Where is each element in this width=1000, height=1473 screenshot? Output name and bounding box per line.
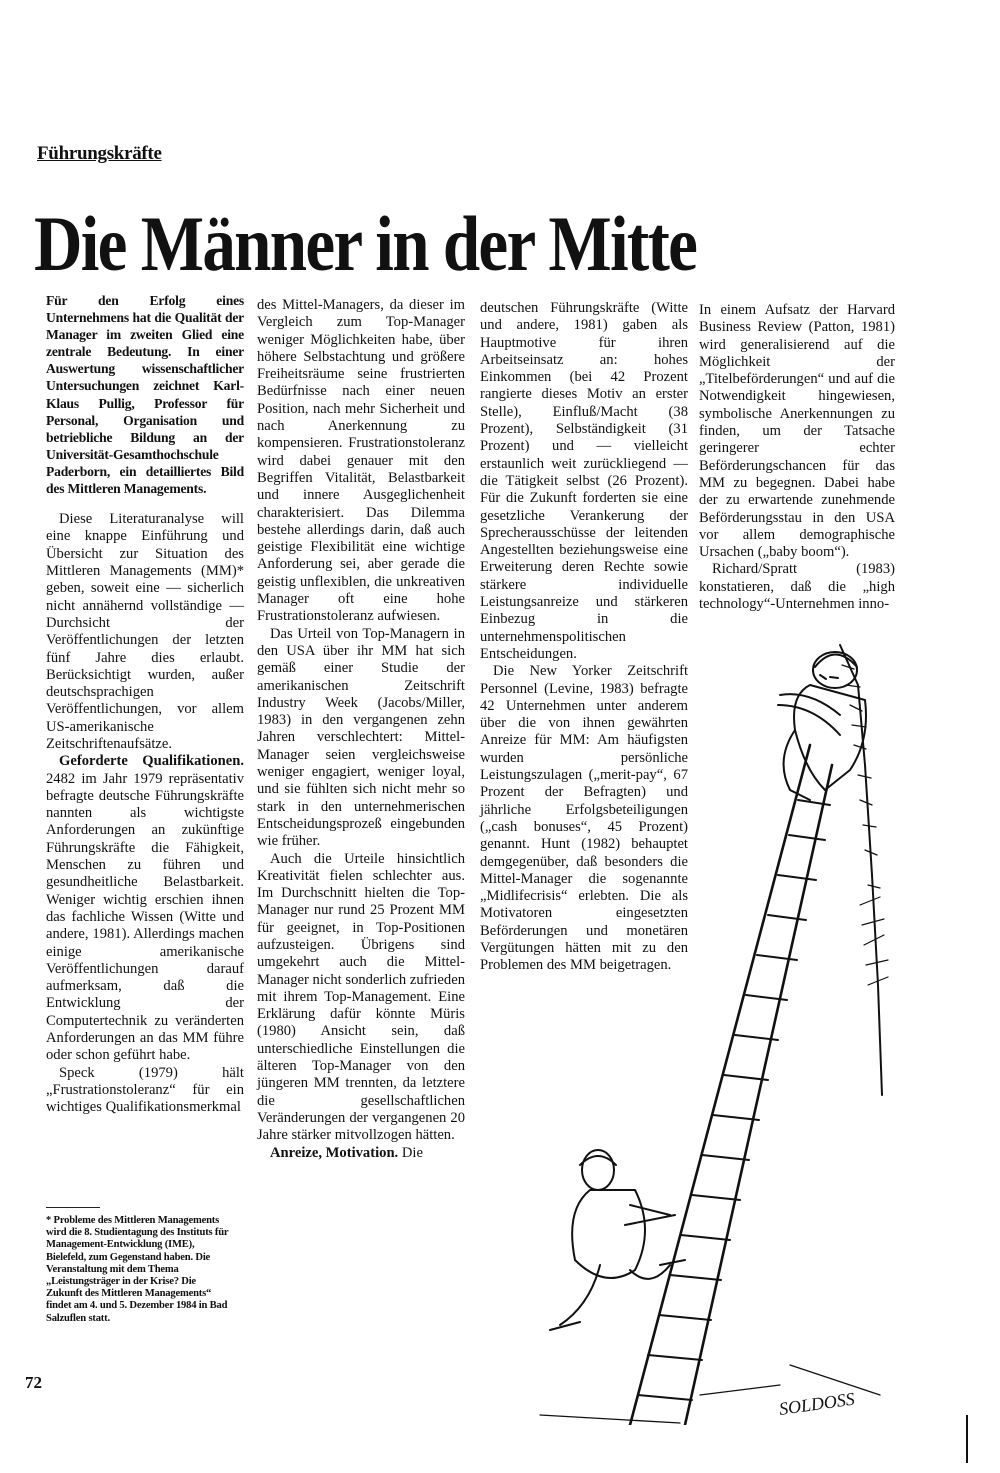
kicker: Führungskräfte [37,143,162,164]
footnote: * Probleme des Mittleren Managements wird die 8. Studientagung des Instituts für Management-Entwicklung (IME), Bielefeld, zum Gegenstand haben. Die Veranstaltung mit dem Thema „Leistungsträger in der Krise? Die Zukunft des Mittleren Managements“ findet am 4. und 5. Dezember 1984 in Bad Salzuflen statt. [46,1215,229,1324]
scan-edge-mark [966,1415,968,1463]
col2-paragraph-4 [257,1145,465,1162]
column-4 [699,302,895,613]
climbing-manager-icon [550,1150,685,1330]
lead-paragraph: Für den Erfolg eines Unternehmens hat die Qualität der Manager im zweiten Glied eine zentrale Bedeutung. In einer Auswertung wissenschaftlicher Untersuchungen zeichnet Karl-Klaus Pullig, Professor für Personal, Organisation und betriebliche Bildung an der Universität-Gesamthochschule Paderborn, ein detailliertes Bild des Mittleren Managements. [46,293,244,497]
ladder-icon [630,745,832,1425]
page-number: 72 [25,1373,42,1392]
col1-paragraph-2-text: 2482 im Jahr 1979 repräsentativ befragte deutsche Führungskräfte nannten als wichtigste Anforderungen an zukünftige Führungskräfte die Fähigkeit, Menschen zu führen und gesundheitliche Belastbarkeit. Weniger wichtig erschien ihnen das fachliche Wissen (Witte und andere, 1981). Allerdings machen einige amerikanische Veröffentlichungen darauf aufmerksam, daß die Entwicklung der Computertechnik zu veränderten Anforderungen an das MM führe oder schon geführt habe. [46,770,244,1064]
col4-paragraph-2: Richard/Spratt (1983) konstatieren, daß die „high technology“-Unternehmen inno- [699,561,895,613]
headline: Die Männer in der Mitte [34,200,697,287]
col2-paragraph-1: des Mittel-Managers, da dieser im Vergleich zum Top-Manager weniger Möglichkeiten habe, über höhere Selbstachtung und größere Freiheitsräume seine frustrierten Bedürfnisse nach einer neuen Position, nach mehr Sicherheit und nach Anerkennung zu kompensieren. Frustrationstoleranz wird dabei genauer mit den Begriffen Vitalität, Belastbarkeit und innere Ausgeglichenheit charakterisiert. Das Dilemma bestehe allerdings darin, daß auch geistige Flexibilität eine wichtige Anforderung sei, aber gerade die geistig unflexiblen, die unkreativen Manager oft eine hohe Frustrationstoleranz aufwiesen. [257,297,465,625]
subhead-qualifikationen: Geforderte Qualifikationen. [59,753,244,770]
column-2 [257,297,465,1162]
col1-paragraph-2 [46,753,244,1064]
col2-paragraph-3: Auch die Urteile hinsichtlich Kreativität fielen schlechter aus. Im Durchschnitt hielten die Top-Manager nur rund 25 Prozent MM für geeignet, in Top-Positionen aufzusteigen. Übrigens sind umgekehrt auch die Mittel-Manager nicht sonderlich zufrieden mit ihrem Top-Management. Eine Erklärung dafür könnte Müris (1980) Ansicht sein, daß unterschiedliche Einstellungen die älteren Top-Manager von den jüngeren MM trennten, da letztere die gesellschaftlichen Veränderungen der vergangenen 20 Jahre stärker mitvollzogen hätten. [257,850,465,1144]
col2-paragraph-2: Das Urteil von Top-Managern in den USA über ihr MM hat sich gemäß einer Studie der amerikanischen Zeitschrift Industry Week (Jacobs/Miller, 1983) in den vergangenen zehn Jahren verschlechtert: Mittel-Manager seien vergleichsweise weniger engagiert, weniger loyal, und sie fühlten sich nicht mehr so stark in den unternehmerischen Entscheidungsprozeß eingebunden wie früher. [257,625,465,850]
column-1 [46,292,244,1117]
col1-paragraph-1: Diese Literaturanalyse will eine knappe Einführung und Übersicht zur Situation des Mittleren Managements (MM)* geben, soweit eine — sicherlich nicht annähernd vollständige — Durchsicht der Veröffentlichungen der letzten fünf Jahre dies erlaubt. Berücksichtigt wurden, außer deutschsprachigen Veröffentlichungen, vor allem US-amerikanische Zeitschriftenaufsätze. [46,511,244,752]
artist-signature: SOLDOSS [777,1388,856,1419]
col2-paragraph-4-text: Die [398,1144,423,1161]
col3-paragraph-2: Die New Yorker Zeitschrift Personnel (Levine, 1983) befragte 42 Unternehmen unter anderem über die von ihnen gewährten Anreize für MM: Am häufigsten wurden persönliche Leistungszulagen („merit-pay“, 67 Prozent der Befragten) und jährliche Erfolgsbeteiligungen („cash bonuses“, 45 Prozent) genannt. Hunt (1982) behauptet demgegenüber, daß besonders die Mittel-Manager die sogenannte „Midlifecrisis“ erlebten. Die als Motivatoren eingesetzten Beförderungen und monetären Vergütungen hätten mit zu den Problemen des MM beigetragen. [480,663,688,974]
col3-paragraph-1: deutschen Führungskräfte (Witte und andere, 1981) gaben als Hauptmotive für ihren Arbeitseinsatz an: hohes Einkommen (bei 42 Prozent rangierte dieses Motiv an erster Stelle), Einfluß/Macht (38 Prozent), Selbständigkeit (31 Prozent) und — vielleicht erstaunlich weit zurückliegend — die Tätigkeit selbst (26 Prozent). Für die Zukunft forderten sie eine gesetzliche Verankerung der Sprecherausschüsse der leitenden Angestellten beziehungsweise eine Erweiterung deren Rechte sowie stärkere individuelle Leistungsanreize und stärkeren Einbezug in die unternehmenspolitischen Entscheidungen. [480,300,688,662]
subhead-anreize: Anreize, Motivation. [270,1144,399,1161]
col1-paragraph-3: Speck (1979) hält „Frustrationstoleranz“ für ein wichtiges Qualifikationsmerkmal [46,1064,244,1116]
wall-icon [840,645,882,1095]
footnote-rule [46,1207,100,1208]
col4-paragraph-1: In einem Aufsatz der Harvard Business Review (Patton, 1981) wird generalisierend auf die Möglichkeit der „Titelbeförderungen“ und auf die Notwendigkeit hingewiesen, symbolische Anerkennungen zu finden, um der Tatsache geringerer echter Beförderungschancen für das MM zu begegnen. Dabei habe der zu erwartende zunehmende Beförderungsstau in den USA vor allem demographische Ursachen („baby boom“). [699,302,895,561]
cartoon-ladder-managers-icon [480,625,920,1425]
